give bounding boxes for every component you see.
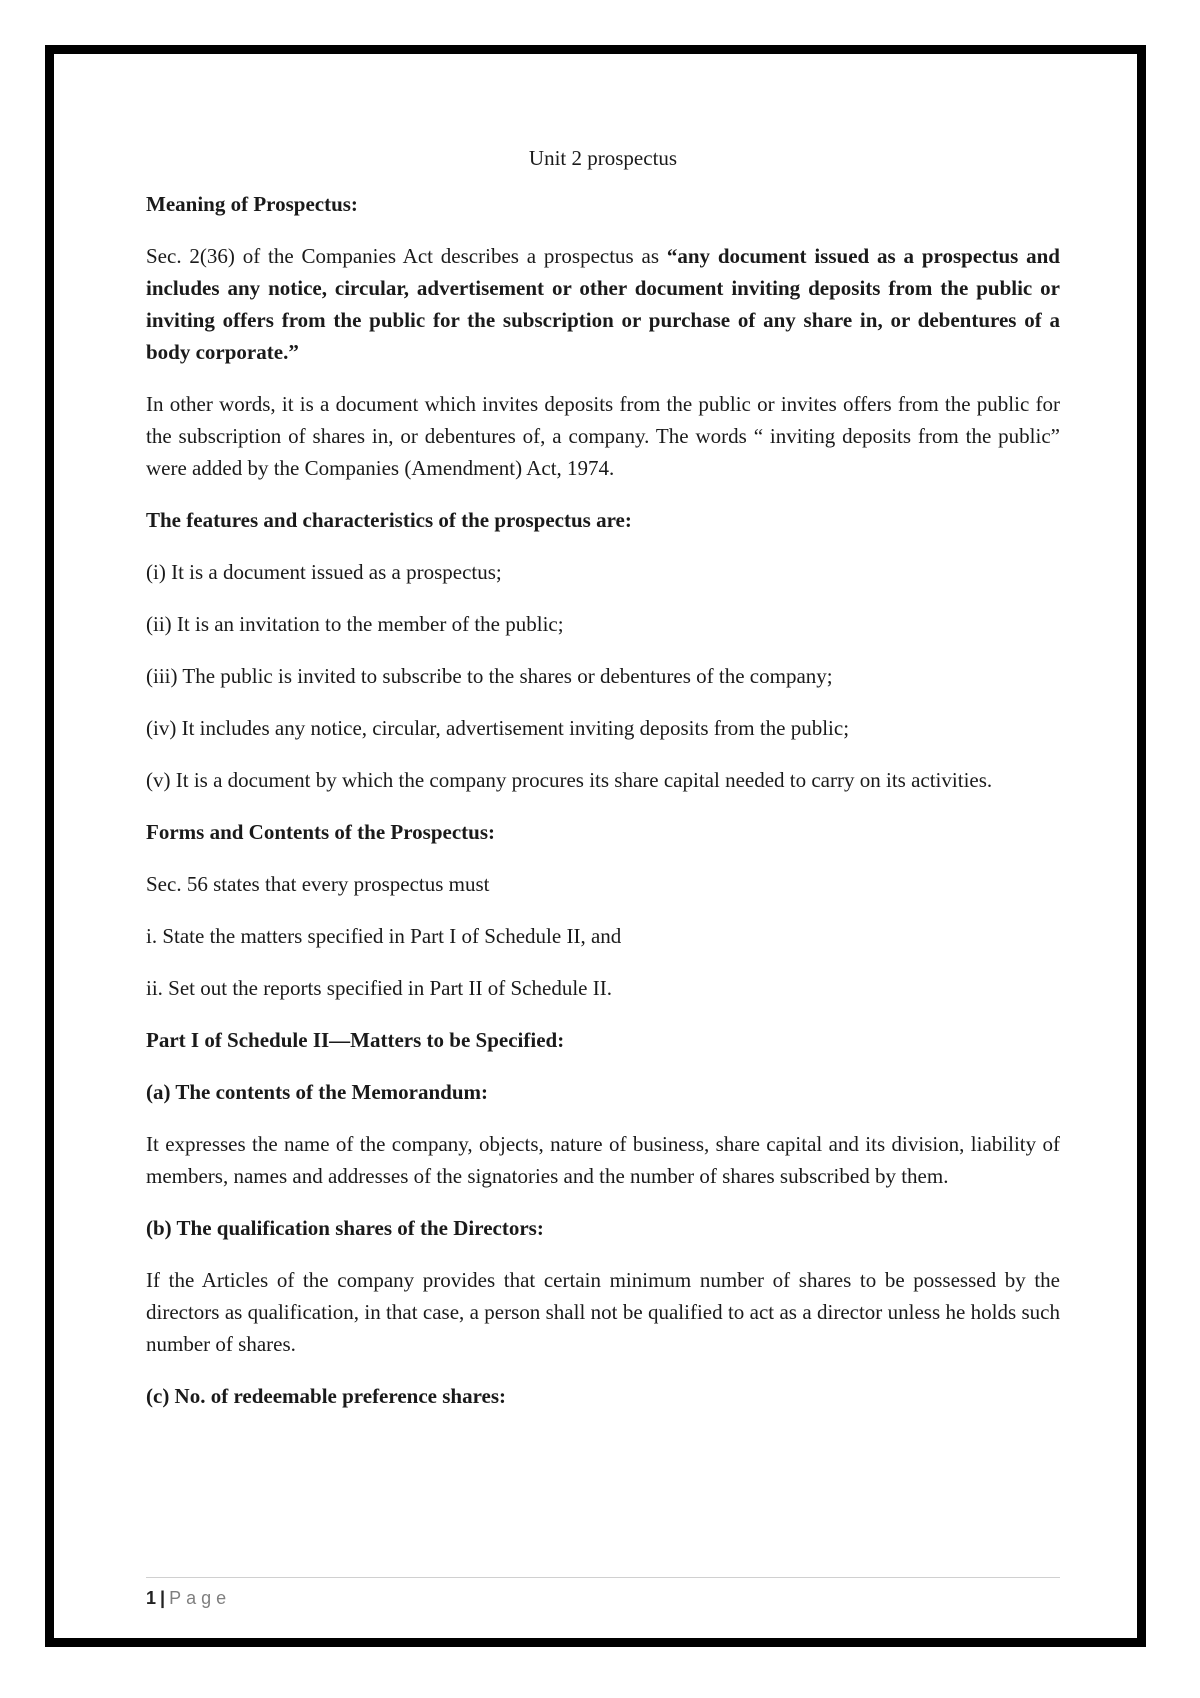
document-title: Unit 2 prospectus — [528, 146, 678, 170]
meaning-heading: Meaning of Prospectus: — [146, 192, 358, 216]
feature-item: (i) It is a document issued as a prospectus; — [146, 560, 502, 584]
memorandum-paragraph: It expresses the name of the company, objects, nature of business, share capital and its division, liability of members, names and addresses of the signatories and the number of shares subscribed by them. — [146, 1132, 1060, 1188]
redeemable-heading: (c) No. of redeemable preference shares: — [146, 1384, 506, 1408]
footer-divider — [146, 1577, 1060, 1578]
features-heading: The features and characteristics of the prospectus are: — [146, 508, 632, 532]
part1-heading: Part I of Schedule II—Matters to be Specified: — [146, 1028, 565, 1052]
feature-item: (iii) The public is invited to subscribe to the shares or debentures of the company; — [146, 664, 833, 688]
sec56-paragraph: Sec. 56 states that every prospectus must — [146, 872, 490, 896]
sec56-item: ii. Set out the reports specified in Part II of Schedule II. — [146, 976, 612, 1000]
qualification-heading: (b) The qualification shares of the Directors: — [146, 1216, 544, 1240]
feature-item: (ii) It is an invitation to the member of the public; — [146, 612, 564, 636]
definition-paragraph — [146, 240, 1060, 368]
memorandum-heading: (a) The contents of the Memorandum: — [146, 1080, 488, 1104]
definition-quote: “any document issued as a prospectus and includes any notice, circular, advertisement or other document inviting deposits from the public or inviting offers from the public for the subscription or purchase of any share in, or debentures of a body corporate.” — [146, 244, 1060, 364]
page-label: Page — [169, 1588, 232, 1608]
feature-item: (iv) It includes any notice, circular, advertisement inviting deposits from the public; — [146, 716, 850, 740]
other-words-paragraph: In other words, it is a document which invites deposits from the public or invites offers from the public for the subscription of shares in, or debentures of, a company. The words “ inviting deposits from the public” were added by the Companies (Amendment) Act, 1974. — [146, 392, 1060, 480]
sec56-item: i. State the matters specified in Part I of Schedule II, and — [146, 924, 622, 948]
page-footer — [146, 1586, 231, 1610]
feature-item: (v) It is a document by which the company procures its share capital needed to carry on its activities. — [146, 768, 993, 792]
definition-intro: Sec. 2(36) of the Companies Act describes a prospectus as — [146, 244, 667, 268]
page-number: 1 — [146, 1588, 157, 1608]
document-body — [146, 142, 1060, 1432]
forms-heading: Forms and Contents of the Prospectus: — [146, 820, 496, 844]
footer-separator: | — [160, 1588, 166, 1608]
qualification-paragraph: If the Articles of the company provides that certain minimum number of shares to be possessed by the directors as qualification, in that case, a person shall not be qualified to act as a director unless he holds such number of shares. — [146, 1268, 1060, 1356]
